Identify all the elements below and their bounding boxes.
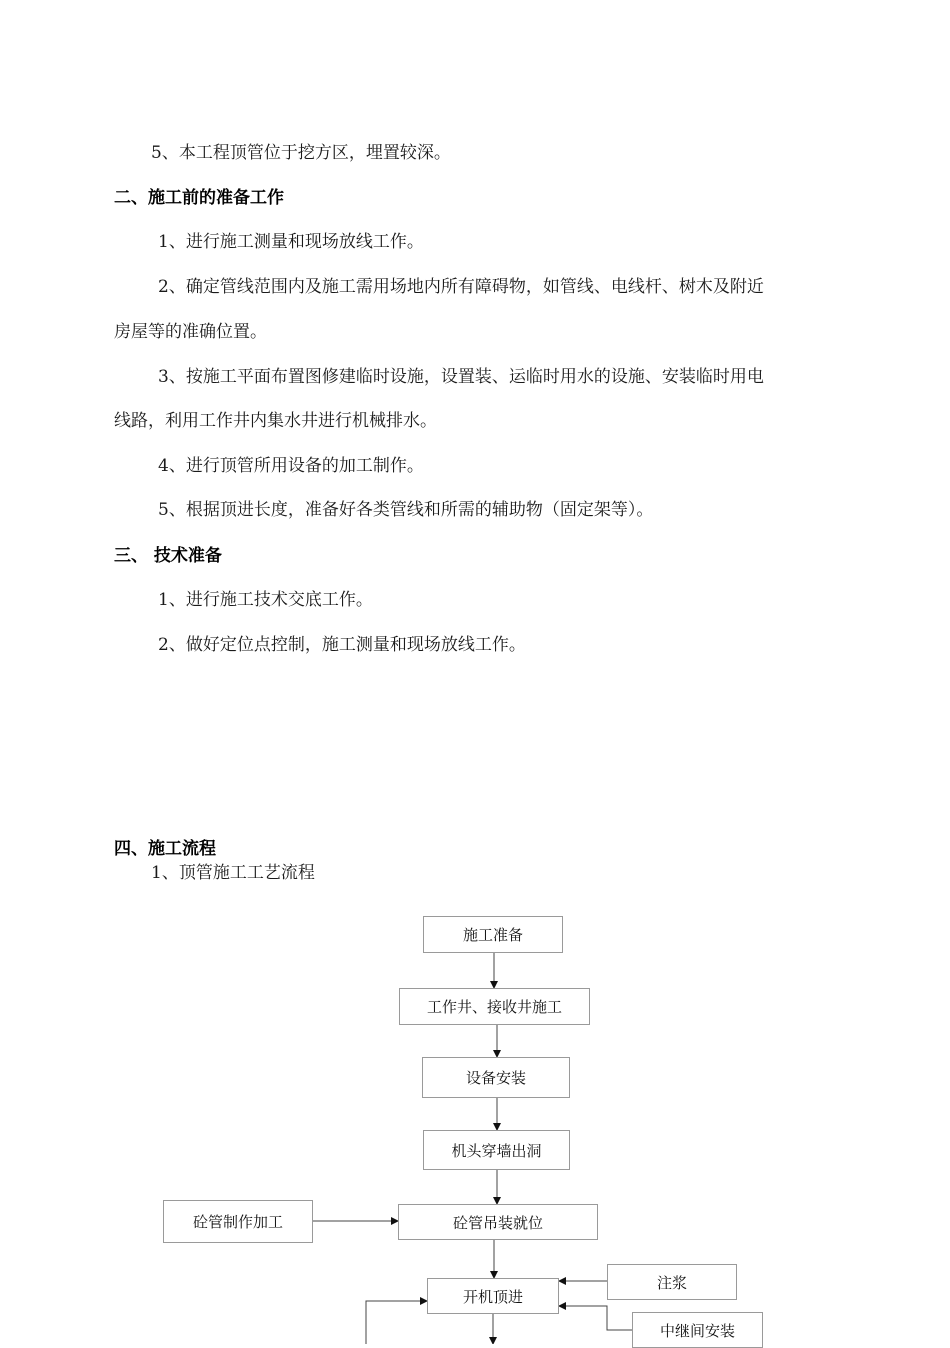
flow-step-equipment-install: 设备安装 [422, 1057, 570, 1098]
section-heading-process: 四、施工流程 [114, 839, 216, 859]
section-heading-technical: 三、 技术准备 [114, 546, 222, 566]
paragraph-process-1: 1、顶管施工工艺流程 [151, 863, 315, 883]
arrow-loop-to-jacking [366, 1301, 427, 1344]
paragraph-prep-5: 5、根据顶进长度，准备好各类管线和所需的辅助物（固定架等）。 [158, 500, 654, 520]
flow-step-relay-install: 中继间安装 [632, 1312, 763, 1348]
flow-step-breakout: 机头穿墙出洞 [423, 1130, 570, 1170]
section-heading-preparation: 二、施工前的准备工作 [114, 188, 284, 208]
paragraph-prep-2-line1: 2、确定管线范围内及施工需用场地内所有障碍物，如管线、电线杆、树木及附近 [158, 277, 764, 297]
paragraph-item-5: 5、本工程顶管位于挖方区，埋置较深。 [151, 143, 451, 163]
flow-step-shaft-construction: 工作井、接收井施工 [399, 988, 590, 1025]
flow-step-jacking: 开机顶进 [427, 1278, 559, 1314]
paragraph-tech-2: 2、做好定位点控制，施工测量和现场放线工作。 [158, 635, 526, 655]
flow-step-preparation: 施工准备 [423, 916, 563, 953]
flow-step-pipe-fabrication: 砼管制作加工 [163, 1200, 313, 1243]
paragraph-tech-1: 1、进行施工技术交底工作。 [158, 590, 373, 610]
flow-step-pipe-hoisting: 砼管吊装就位 [398, 1204, 598, 1240]
arrow-relay-to-jacking [559, 1306, 632, 1330]
paragraph-prep-4: 4、进行顶管所用设备的加工制作。 [158, 456, 424, 476]
paragraph-prep-3-line2: 线路，利用工作井内集水井进行机械排水。 [114, 411, 437, 431]
paragraph-prep-3-line1: 3、按施工平面布置图修建临时设施，设置装、运临时用水的设施、安装临时用电 [158, 367, 764, 387]
paragraph-prep-1: 1、进行施工测量和现场放线工作。 [158, 232, 424, 252]
flow-step-grouting: 注浆 [607, 1264, 737, 1300]
paragraph-prep-2-line2: 房屋等的准确位置。 [114, 322, 267, 342]
